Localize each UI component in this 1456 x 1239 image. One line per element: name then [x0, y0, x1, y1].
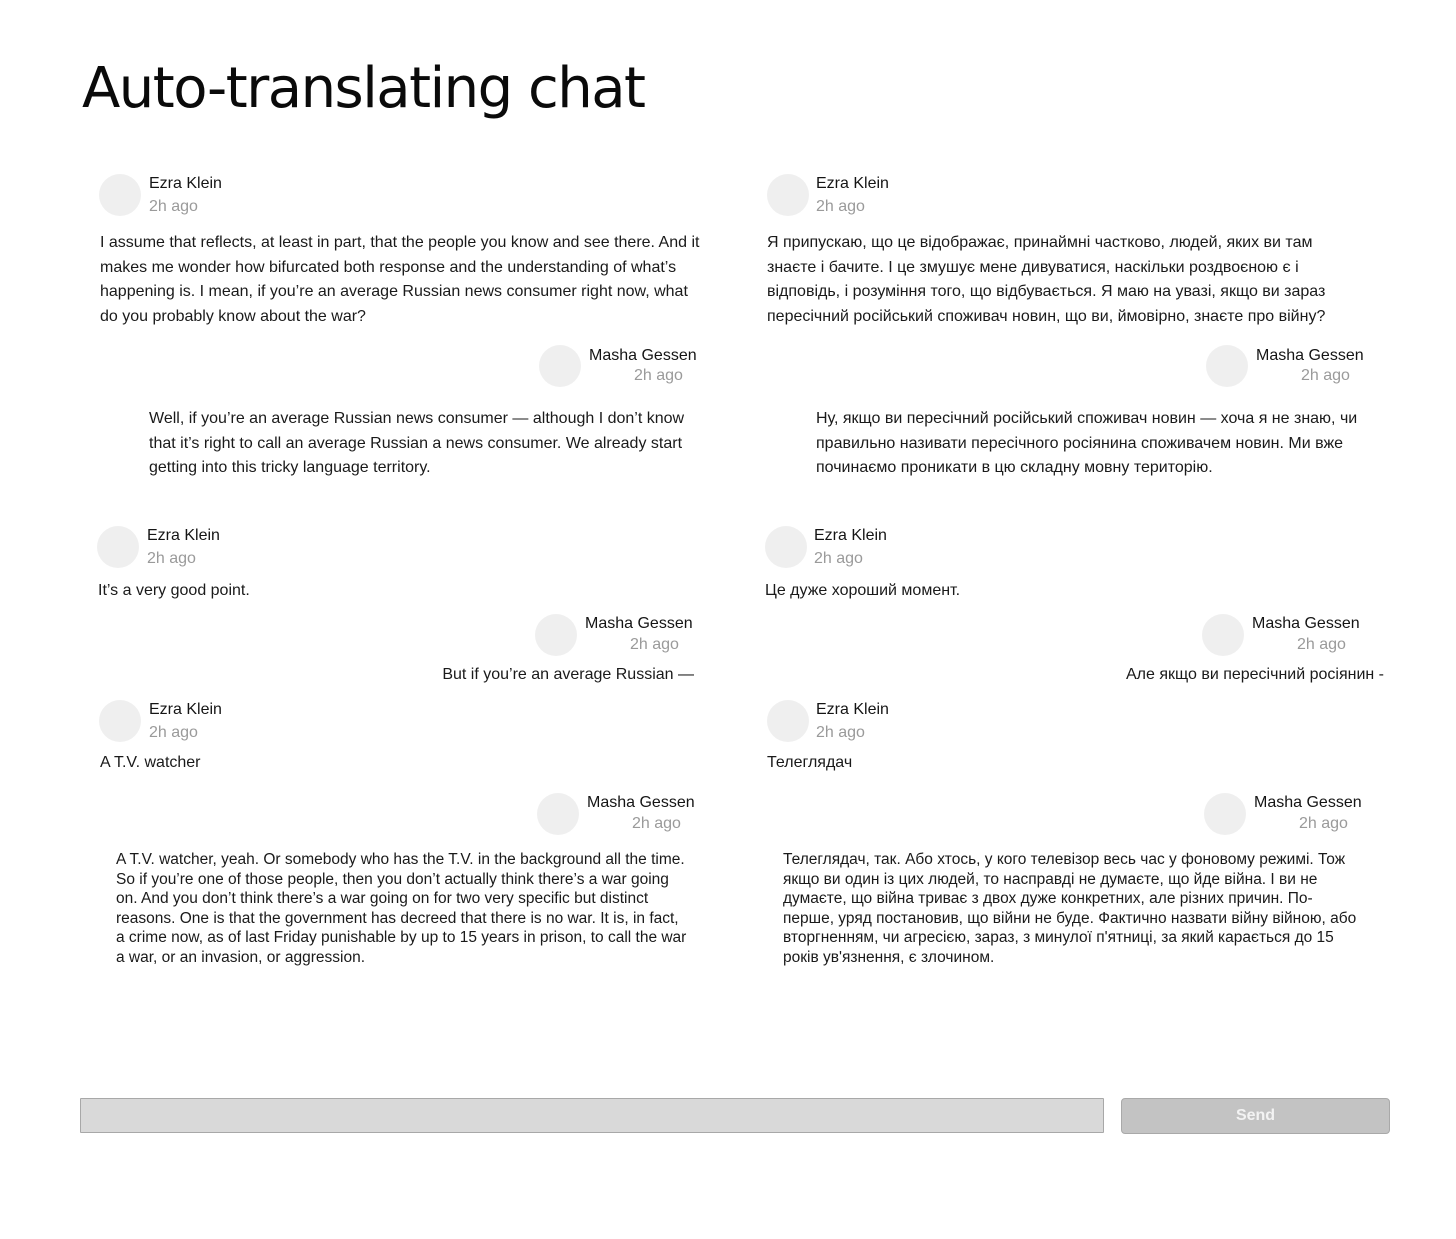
message-text: Це дуже хороший момент.: [765, 582, 961, 599]
timestamp: 2h ago: [1299, 815, 1348, 832]
avatar: [767, 174, 809, 216]
author-name: Masha Gessen: [587, 794, 695, 811]
timestamp: 2h ago: [630, 636, 679, 653]
timestamp: 2h ago: [149, 724, 198, 741]
message-text: Я припускаю, що це відображає, принаймні частково, людей, яких ви там знаєте і бачите. І це змушує мене дивуватися, наскільки роздвоєною є і відповідь, і розуміння того, що відбувається. Я маю на увазі, якщо ви зараз пересічний російський споживач новин, що ви, ймовірно, знаєте про війну?: [767, 234, 1326, 325]
message-text: Well, if you’re an average Russian news consumer — although I don’t know that it’s right to call an average Russian a news consumer. We already start getting into this tricky language territory.: [149, 410, 685, 476]
author-name: Masha Gessen: [1252, 615, 1360, 632]
message-text: Але якщо ви пересічний росіянин -: [1125, 666, 1384, 683]
author-name: Masha Gessen: [585, 615, 693, 632]
avatar: [1204, 793, 1246, 835]
timestamp: 2h ago: [816, 198, 865, 215]
avatar: [535, 614, 577, 656]
message-text: It’s a very good point.: [98, 582, 250, 599]
message-text: Ну, якщо ви пересічний російський споживач новин — хоча я не знаю, чи правильно називати пересічного росіянина споживачем новин. Ми вже починаємо проникати в цю складну мовну територію.: [816, 410, 1358, 476]
avatar: [1206, 345, 1248, 387]
author-name: Ezra Klein: [149, 701, 222, 718]
chat-column-translated: [667, 0, 1384, 1000]
author-name: Masha Gessen: [1254, 794, 1362, 811]
avatar: [97, 526, 139, 568]
timestamp: 2h ago: [634, 367, 683, 384]
avatar: [99, 174, 141, 216]
author-name: Ezra Klein: [149, 175, 222, 192]
avatar: [765, 526, 807, 568]
timestamp: 2h ago: [816, 724, 865, 741]
avatar: [1202, 614, 1244, 656]
avatar: [537, 793, 579, 835]
message-text: I assume that reflects, at least in part, that the people you know and see there. And it makes me wonder how bifurcated both response and the understanding of what’s happening is. I mean, if you’re an average Russian news consumer right now, what do you probably know about the war?: [100, 234, 700, 325]
author-name: Ezra Klein: [816, 175, 889, 192]
author-name: Masha Gessen: [589, 347, 697, 364]
send-button[interactable]: Send: [1121, 1098, 1390, 1134]
message-input[interactable]: [80, 1098, 1104, 1133]
avatar: [99, 700, 141, 742]
author-name: Ezra Klein: [816, 701, 889, 718]
author-name: Ezra Klein: [814, 527, 887, 544]
timestamp: 2h ago: [149, 198, 198, 215]
message-text: Телеглядач: [767, 754, 853, 771]
timestamp: 2h ago: [1297, 636, 1346, 653]
page-title: Auto-translating chat: [82, 56, 645, 121]
message-text: But if you’re an average Russian —: [442, 666, 694, 683]
timestamp: 2h ago: [632, 815, 681, 832]
avatar: [767, 700, 809, 742]
chat-column-original: [0, 0, 700, 1000]
timestamp: 2h ago: [1301, 367, 1350, 384]
avatar: [539, 345, 581, 387]
timestamp: 2h ago: [147, 550, 196, 567]
timestamp: 2h ago: [814, 550, 863, 567]
author-name: Masha Gessen: [1256, 347, 1364, 364]
message-text: Телеглядач, так. Або хтось, у кого телевізор весь час у фоновому режимі. Тож якщо ви один із цих людей, то насправді не думаєте, що йде війна. І ви не думаєте, що війна триває з двох дуже конкретних, але різних причин. По-перше, уряд постановив, що війни не буде. Фактично назвати війну війною, або вторгненням, чи агресією, зараз, з минулої п'ятниці, за який карається до 15 років ув'язнення, є злочином.: [783, 851, 1357, 966]
author-name: Ezra Klein: [147, 527, 220, 544]
message-text: A T.V. watcher, yeah. Or somebody who has the T.V. in the background all the time. So if you’re one of those people, then you don’t actually think there’s a war going on. And you don’t think there’s a war going on for two very specific but distinct reasons. One is that the government has decreed that there is no war. It is, in fact, a crime now, as of last Friday punishable by up to 15 years in prison, to call the war a war, or an invasion, or aggression.: [116, 851, 687, 966]
message-text: A T.V. watcher: [100, 754, 201, 771]
